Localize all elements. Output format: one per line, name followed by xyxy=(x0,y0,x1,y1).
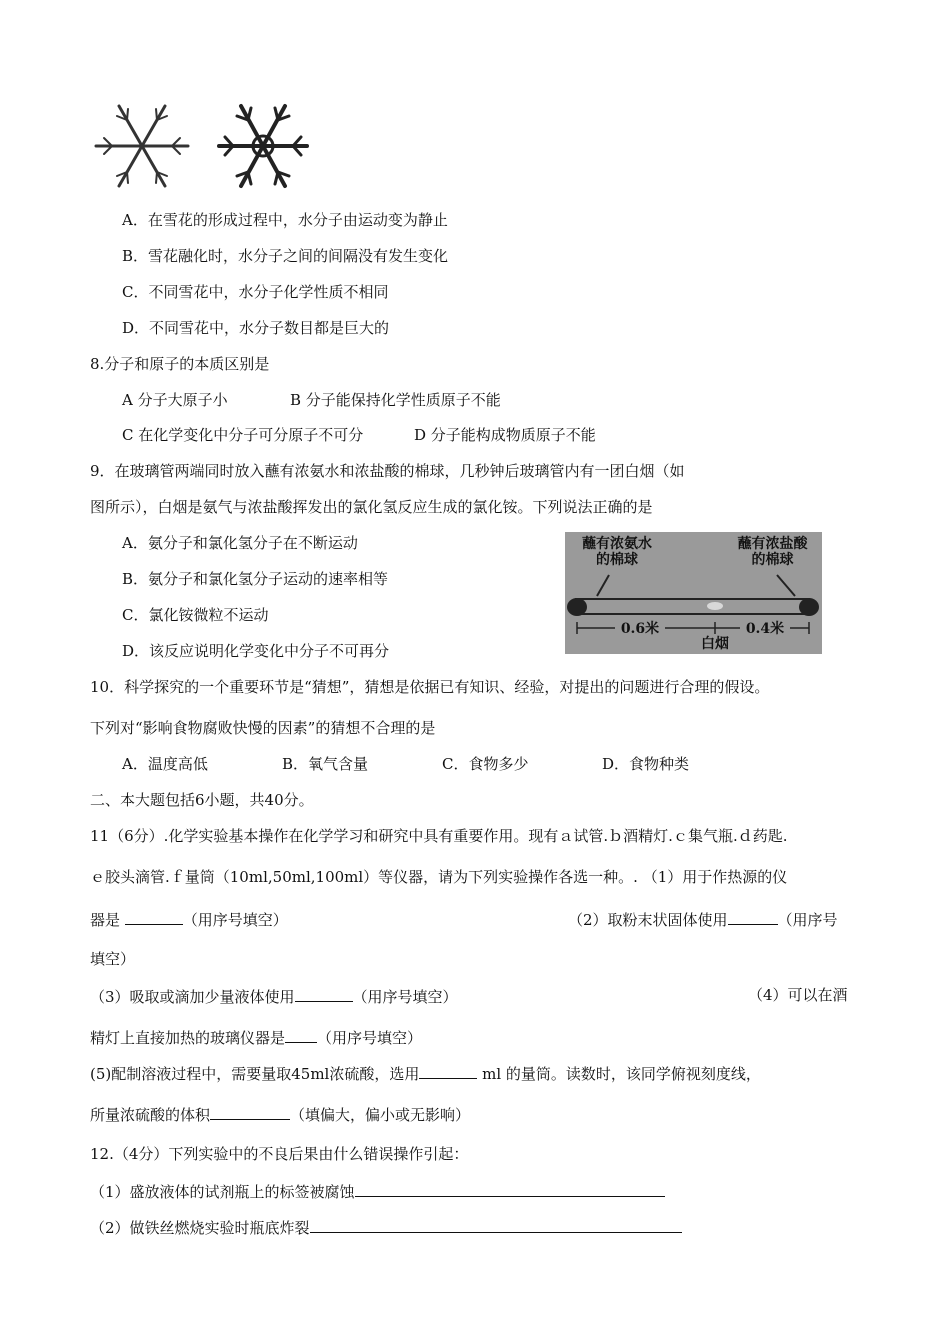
q8-option-c: C 在化学变化中分子可分原子不可分 xyxy=(122,426,364,444)
q11-line7: (5)配制溶液过程中，需要量取45ml浓硫酸，选用 ml 的量筒。读数时，该同学俯视刻度线， xyxy=(90,1062,761,1084)
q11-line6: 精灯上直接加热的玻璃仪器是 （用序号填空） xyxy=(90,1026,422,1048)
q9-stem-line1: 9．在玻璃管两端同时放入蘸有浓氨水和浓盐酸的棉球，几秒钟后玻璃管内有一团白烟（如 xyxy=(90,462,685,480)
q10-option-c: C．食物多少 xyxy=(442,755,529,773)
q7-option-b: B．雪花融化时，水分子之间的间隔没有发生变化 xyxy=(122,247,449,265)
q11-line3: 器是 （用序号填空） xyxy=(90,908,288,930)
section-2-heading: 二、本大题包括6小题，共40分。 xyxy=(90,791,314,809)
glass-tube-figure xyxy=(565,532,822,654)
q11-line5-right: （4）可以在酒 xyxy=(748,986,848,1004)
snowflake-image-left xyxy=(90,100,195,192)
q10-option-a: A．温度高低 xyxy=(122,755,208,773)
q9-option-a: A．氨分子和氯化氢分子在不断运动 xyxy=(122,534,358,552)
q7-option-d: D．不同雪花中，水分子数目都是巨大的 xyxy=(122,319,390,337)
q7-option-a: A．在雪花的形成过程中，水分子由运动变为静止 xyxy=(122,211,448,229)
answer-blank-6[interactable] xyxy=(210,1103,290,1120)
answer-blank-8[interactable] xyxy=(310,1216,682,1233)
q10-stem-line2: 下列对“影响食物腐败快慢的因素”的猜想不合理的是 xyxy=(90,719,436,737)
q11-line5: （3）吸取或滴加少量液体使用 （用序号填空） xyxy=(90,985,458,1007)
q12-sub2: （2）做铁丝燃烧实验时瓶底炸裂 xyxy=(90,1216,682,1238)
q11-line2: ｅ胶头滴管.ｆ量筒（10ml,50ml,100ml）等仪器，请为下列实验操作各选一种。. （1）用于作热源的仪 xyxy=(90,868,788,886)
figure-right-label: 蘸有浓盐酸 的棉球 xyxy=(737,536,808,568)
q8-option-d: D 分子能构成物质原子不能 xyxy=(414,426,596,444)
q10-stem-line1: 10．科学探究的一个重要环节是“猜想”，猜想是依据已有知识、经验，对提出的问题进行合理的假设。 xyxy=(90,678,770,696)
q9-stem-line2: 图所示），白烟是氨气与浓盐酸挥发出的氯化氢反应生成的氯化铵。下列说法正确的是 xyxy=(90,498,653,516)
figure-smoke-label: 白烟 xyxy=(701,636,729,652)
figure-distance-right: 0.4米 xyxy=(740,621,790,637)
answer-blank-5[interactable] xyxy=(419,1062,477,1079)
q8-option-b: B 分子能保持化学性质原子不能 xyxy=(290,391,501,409)
q11-line8: 所量浓硫酸的体积 （填偏大，偏小或无影响） xyxy=(90,1103,470,1125)
q8-stem: 8.分子和原子的本质区别是 xyxy=(90,355,270,373)
q9-option-d: D．该反应说明化学变化中分子不可再分 xyxy=(122,642,390,660)
answer-blank-1[interactable] xyxy=(125,908,183,925)
q8-option-a: A 分子大原子小 xyxy=(122,391,228,409)
q11-line3-right: （2）取粉末状固体使用 （用序号 xyxy=(568,908,838,930)
q9-option-c: C．氯化铵微粒不运动 xyxy=(122,606,269,624)
figure-left-label: 蘸有浓氨水 的棉球 xyxy=(582,536,652,568)
q12-stem: 12.（4分）下列实验中的不良后果由什么错误操作引起： xyxy=(90,1145,469,1163)
q9-option-b: B．氨分子和氯化氢分子运动的速率相等 xyxy=(122,570,389,588)
answer-blank-3[interactable] xyxy=(295,985,353,1002)
q12-sub1: （1）盛放液体的试剂瓶上的标签被腐蚀 xyxy=(90,1180,665,1202)
answer-blank-7[interactable] xyxy=(355,1180,665,1197)
answer-blank-4[interactable] xyxy=(285,1026,317,1043)
q11-line4: 填空） xyxy=(90,950,136,968)
q10-option-d: D．食物种类 xyxy=(602,755,690,773)
snowflake-image-right xyxy=(212,100,314,192)
answer-blank-2[interactable] xyxy=(728,908,778,925)
figure-distance-left: 0.6米 xyxy=(615,621,665,637)
q11-line1: 11（6分）.化学实验基本操作在化学学习和研究中具有重要作用。现有ａ试管.ｂ酒精灯.ｃ集气瓶.ｄ药匙. xyxy=(90,827,788,845)
q10-option-b: B．氧气含量 xyxy=(282,755,369,773)
q7-option-c: C．不同雪花中，水分子化学性质不相同 xyxy=(122,283,389,301)
